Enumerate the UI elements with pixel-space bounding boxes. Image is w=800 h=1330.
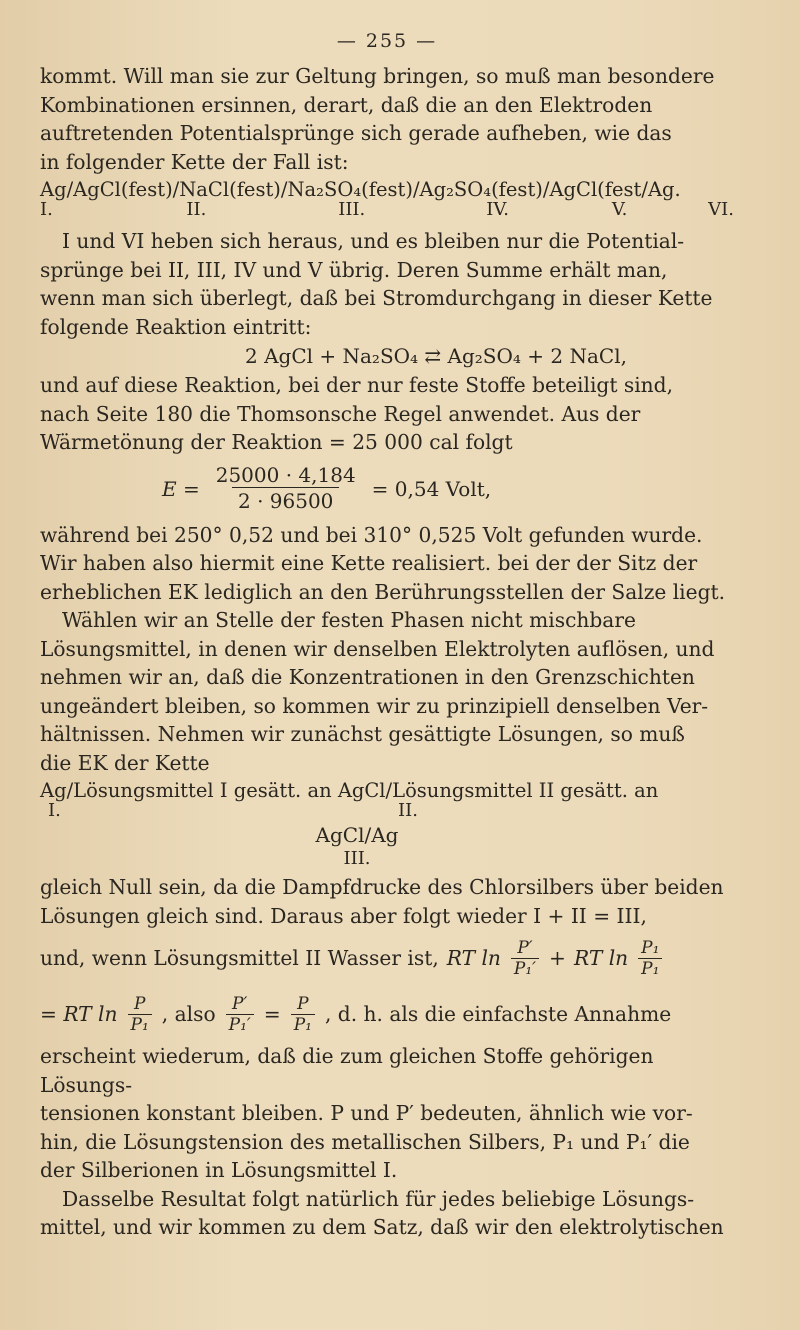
text-line: sprünge bei II, III, IV und V übrig. Deren Summe erhält man, bbox=[40, 257, 668, 282]
eq2-f1-num: P′ bbox=[517, 937, 533, 958]
eq-rhs: = 0,54 Volt, bbox=[371, 476, 492, 501]
eq3-also: , also bbox=[161, 1002, 216, 1026]
eq3-lead: = RT ln bbox=[40, 1002, 118, 1026]
paragraph-4 bbox=[40, 521, 734, 607]
chain-label: V. bbox=[611, 199, 628, 220]
chain-label: II. bbox=[398, 800, 418, 821]
text-line: Wählen wir an Stelle der festen Phasen nicht mischbare bbox=[62, 608, 636, 632]
eq3-f1-num: P bbox=[133, 993, 146, 1014]
eq3-f2-den: P₁′ bbox=[226, 1014, 254, 1035]
text-line: nehmen wir an, daß die Konzentrationen in den Grenzschichten bbox=[40, 665, 695, 689]
eq2-fraction-2 bbox=[638, 938, 662, 979]
equation-ln-result bbox=[40, 986, 734, 1042]
text-line: der Silberionen in Lösungsmittel I. bbox=[40, 1158, 398, 1182]
text-line: hältnissen. Nehmen wir zunächst gesättigte Lösungen, so muß bbox=[40, 722, 685, 746]
paragraph-7 bbox=[40, 1042, 734, 1185]
chain-label: II. bbox=[186, 199, 207, 220]
chain-label: IV. bbox=[486, 199, 509, 220]
equation-emf bbox=[40, 457, 734, 521]
eq-numerator: 25000 · 4,184 bbox=[215, 463, 356, 487]
text-line: Wir haben also hiermit eine Kette realisiert. bei der der Sitz der bbox=[40, 551, 698, 575]
eq3-eq: = bbox=[263, 1002, 281, 1026]
chain-label: VI. bbox=[708, 199, 734, 220]
text-line: und auf diese Reaktion, bei der nur feste Stoffe beteiligt sind, bbox=[40, 373, 674, 397]
paragraph-2 bbox=[40, 227, 734, 341]
eq3-f3-num: P bbox=[297, 993, 309, 1014]
paragraph-1 bbox=[40, 62, 734, 176]
cell-chain-2-tail: AgCl/Ag bbox=[315, 823, 399, 847]
eq2-f2-den: P₁ bbox=[638, 958, 662, 979]
text-line: Wärmetönung der Reaktion = 25 000 cal folgt bbox=[40, 430, 513, 454]
eq3-fraction-1 bbox=[128, 994, 152, 1035]
text-line: Lösungsmittel, in denen wir denselben Elektrolyten auflösen, und bbox=[40, 636, 715, 661]
eq2-f2-num: P₁ bbox=[641, 937, 660, 958]
text-line: Dasselbe Resultat folgt natürlich für jedes beliebige Lösungs- bbox=[62, 1186, 695, 1211]
equation-ln-sum bbox=[40, 930, 734, 986]
eq2-fraction-1 bbox=[511, 938, 539, 979]
paragraph-8 bbox=[40, 1185, 734, 1242]
eq2-f1-den: P₁′ bbox=[511, 958, 539, 979]
text-line: ungeändert bleiben, so kommen wir zu prinzipiell denselben Ver- bbox=[40, 693, 709, 718]
text-line: tensionen konstant bleiben. P und P′ bedeuten, ähnlich wie vor- bbox=[40, 1101, 693, 1125]
eq-lhs: E = bbox=[162, 476, 200, 501]
eq3-tail: , d. h. als die einfachste Annahme bbox=[324, 1002, 672, 1026]
eq3-f1-den: P₁ bbox=[128, 1014, 152, 1035]
text-line: Lösungen gleich sind. Daraus aber folgt wieder I + II = III, bbox=[40, 903, 647, 928]
text-line: erheblichen EK lediglich an den Berührungsstellen der Salze liegt. bbox=[40, 579, 726, 604]
eq-fraction bbox=[210, 463, 362, 514]
reaction-equation: 2 AgCl + Na₂SO₄ ⇄ Ag₂SO₄ + 2 NaCl, bbox=[245, 344, 627, 368]
cell-chain-2: Ag/Lösungsmittel I gesätt. an AgCl/Lösungsmittel II gesätt. an bbox=[40, 779, 659, 802]
paragraph-5 bbox=[40, 606, 734, 777]
text-line: folgende Reaktion eintritt: bbox=[40, 314, 312, 339]
text-line: auftretenden Potentialsprünge sich gerade aufheben, wie das bbox=[40, 121, 672, 145]
text-line: kommt. Will man sie zur Geltung bringen, so muß man besondere bbox=[40, 64, 715, 88]
eq2-term2-lead: RT ln bbox=[573, 946, 629, 970]
text-line: während bei 250° 0,52 und bei 310° 0,525 Volt gefunden wurde. bbox=[40, 522, 703, 547]
text-line: mittel, und wir kommen zu dem Satz, daß wir den elektrolytischen bbox=[40, 1215, 724, 1239]
paragraph-6 bbox=[40, 873, 734, 930]
text-line: gleich Null sein, da die Dampfdrucke des Chlorsilbers über beiden bbox=[40, 875, 724, 899]
chain-label: I. bbox=[48, 800, 61, 821]
chain-label: III. bbox=[338, 199, 366, 220]
eq3-fraction-2 bbox=[226, 994, 254, 1035]
cell-chain-2-tail-label: III. bbox=[343, 848, 371, 869]
eq2-term1-lead: RT ln bbox=[446, 946, 501, 970]
eq3-fraction-3 bbox=[291, 994, 315, 1035]
text-line: nach Seite 180 die Thomsonsche Regel anwendet. Aus der bbox=[40, 401, 641, 426]
eq3-f2-num: P′ bbox=[232, 993, 248, 1014]
text-line: die EK der Kette bbox=[40, 750, 210, 775]
text-line: Kombinationen ersinnen, derart, daß die an den Elektroden bbox=[40, 92, 653, 117]
text-line: I und VI heben sich heraus, und es bleiben nur die Potential- bbox=[62, 229, 685, 253]
text-line: hin, die Lösungstension des metallischen Silbers, P₁ und P₁′ die bbox=[40, 1129, 690, 1154]
eq2-plus: + bbox=[549, 946, 566, 970]
cell-chain-1-labels bbox=[40, 199, 734, 221]
paragraph-3 bbox=[40, 371, 734, 457]
text-line: in folgender Kette der Fall ist: bbox=[40, 149, 349, 174]
eq-denominator: 2 · 96500 bbox=[232, 487, 339, 514]
text-line: wenn man sich überlegt, daß bei Stromdurchgang in dieser Kette bbox=[40, 286, 713, 310]
eq3-f3-den: P₁ bbox=[291, 1014, 315, 1035]
page-number: — 255 — bbox=[336, 30, 438, 52]
cell-chain-1: Ag/AgCl(fest)/NaCl(fest)/Na₂SO₄(fest)/Ag₂SO₄(fest)/AgCl(fest/Ag. bbox=[40, 178, 681, 201]
chain-label: I. bbox=[40, 199, 53, 220]
text-line: erscheint wiederum, daß die zum gleichen Stoffe gehörigen Lösungs- bbox=[40, 1044, 654, 1097]
eq2-prefix: und, wenn Lösungsmittel II Wasser ist, bbox=[40, 946, 439, 970]
